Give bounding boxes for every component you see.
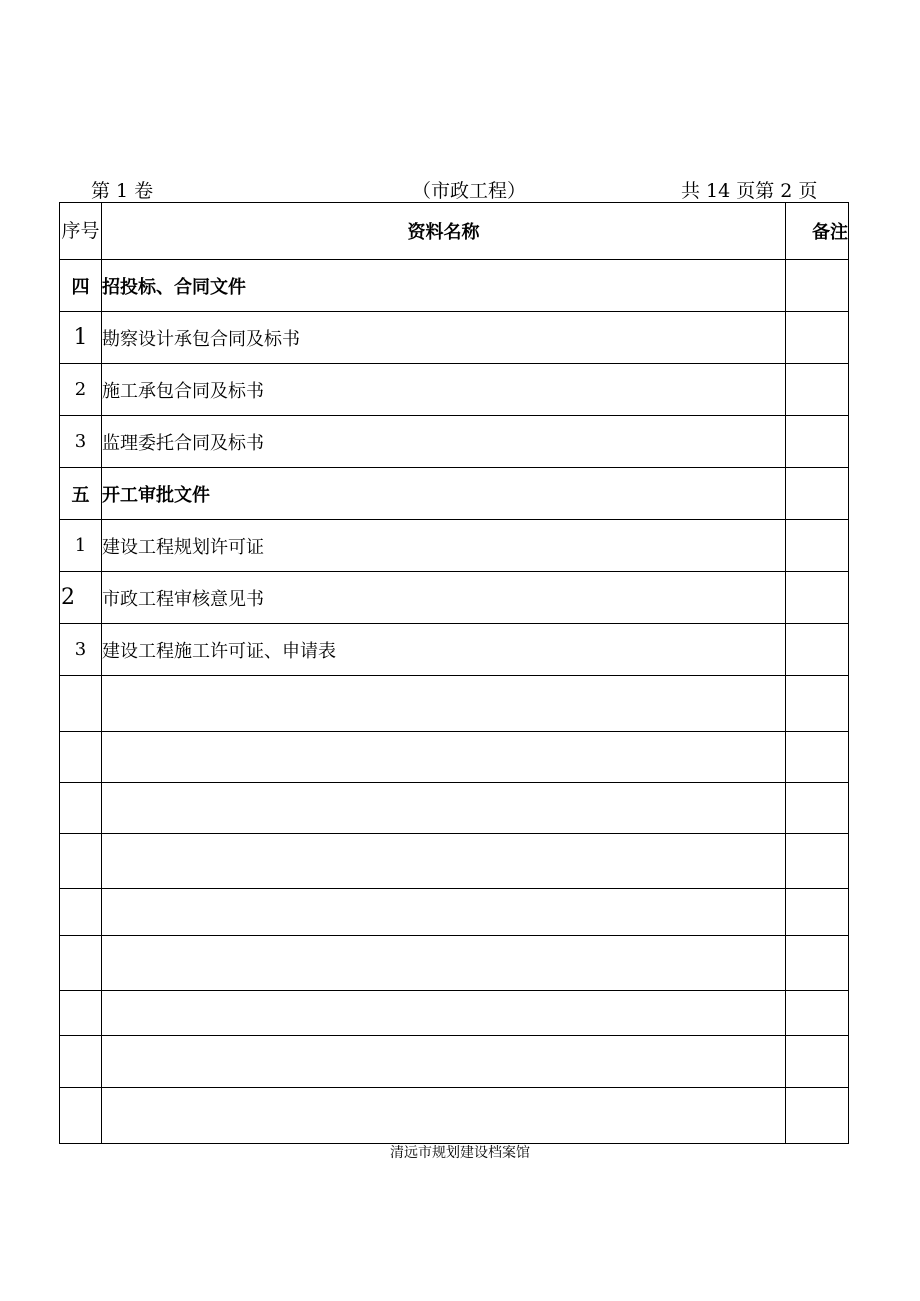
row-note [786,572,849,624]
table-row-empty [60,889,849,936]
table-row-empty [60,1088,849,1144]
row-seq: 3 [60,624,102,676]
row-note [786,416,849,468]
page-count: 共 14 页第 2 页 [681,180,818,202]
row-note [786,834,849,889]
table-row [60,312,849,364]
row-note [786,1036,849,1088]
row-name [102,676,786,732]
table-row-empty [60,676,849,732]
row-note [786,936,849,991]
row-note [786,260,849,312]
row-name [102,991,786,1036]
row-name [102,889,786,936]
archive-footer: 清远市规划建设档案馆 [390,1145,530,1161]
seq-column-header: 序号 [60,203,102,260]
row-note [786,312,849,364]
table-row [60,520,849,572]
row-seq [60,991,102,1036]
volume-header [0,176,920,204]
row-name: 施工承包合同及标书 [102,364,786,416]
table-row [60,624,849,676]
row-seq: 五 [60,468,102,520]
row-note [786,364,849,416]
row-seq: 1 [60,520,102,572]
table-row-empty [60,936,849,991]
row-note [786,676,849,732]
table-row-section [60,260,849,312]
row-seq: 2 [60,572,102,624]
row-note [786,889,849,936]
table-row-empty [60,783,849,834]
name-column-header: 资料名称 [102,203,786,260]
row-name [102,834,786,889]
row-note [786,991,849,1036]
archive-list-table [59,202,849,1144]
row-seq: 2 [60,364,102,416]
table-row-section [60,468,849,520]
row-name: 建设工程施工许可证、申请表 [102,624,786,676]
row-note [786,520,849,572]
row-name: 建设工程规划许可证 [102,520,786,572]
row-name: 监理委托合同及标书 [102,416,786,468]
row-name: 勘察设计承包合同及标书 [102,312,786,364]
row-seq [60,676,102,732]
row-seq: 四 [60,260,102,312]
note-column-header: 备注 [786,203,849,260]
row-name [102,1036,786,1088]
table-row [60,572,849,624]
row-name: 市政工程审核意见书 [102,572,786,624]
table-row [60,416,849,468]
row-seq: 1 [60,312,102,364]
row-seq [60,1036,102,1088]
row-note [786,468,849,520]
row-seq [60,889,102,936]
table-row-empty [60,834,849,889]
row-seq [60,936,102,991]
row-name [102,732,786,783]
table-row [60,364,849,416]
row-name [102,1088,786,1144]
row-seq [60,834,102,889]
row-note [786,624,849,676]
row-note [786,783,849,834]
row-name [102,783,786,834]
row-seq: 3 [60,416,102,468]
row-seq [60,1088,102,1144]
row-name: 招投标、合同文件 [102,260,786,312]
table-row-empty [60,732,849,783]
project-category: （市政工程） [412,180,527,202]
row-name [102,936,786,991]
table-row-empty [60,991,849,1036]
row-seq [60,783,102,834]
volume-number: 第 1 卷 [91,180,154,202]
row-name: 开工审批文件 [102,468,786,520]
row-note [786,1088,849,1144]
row-note [786,732,849,783]
table-header-row [60,203,849,260]
table-row-empty [60,1036,849,1088]
row-seq [60,732,102,783]
